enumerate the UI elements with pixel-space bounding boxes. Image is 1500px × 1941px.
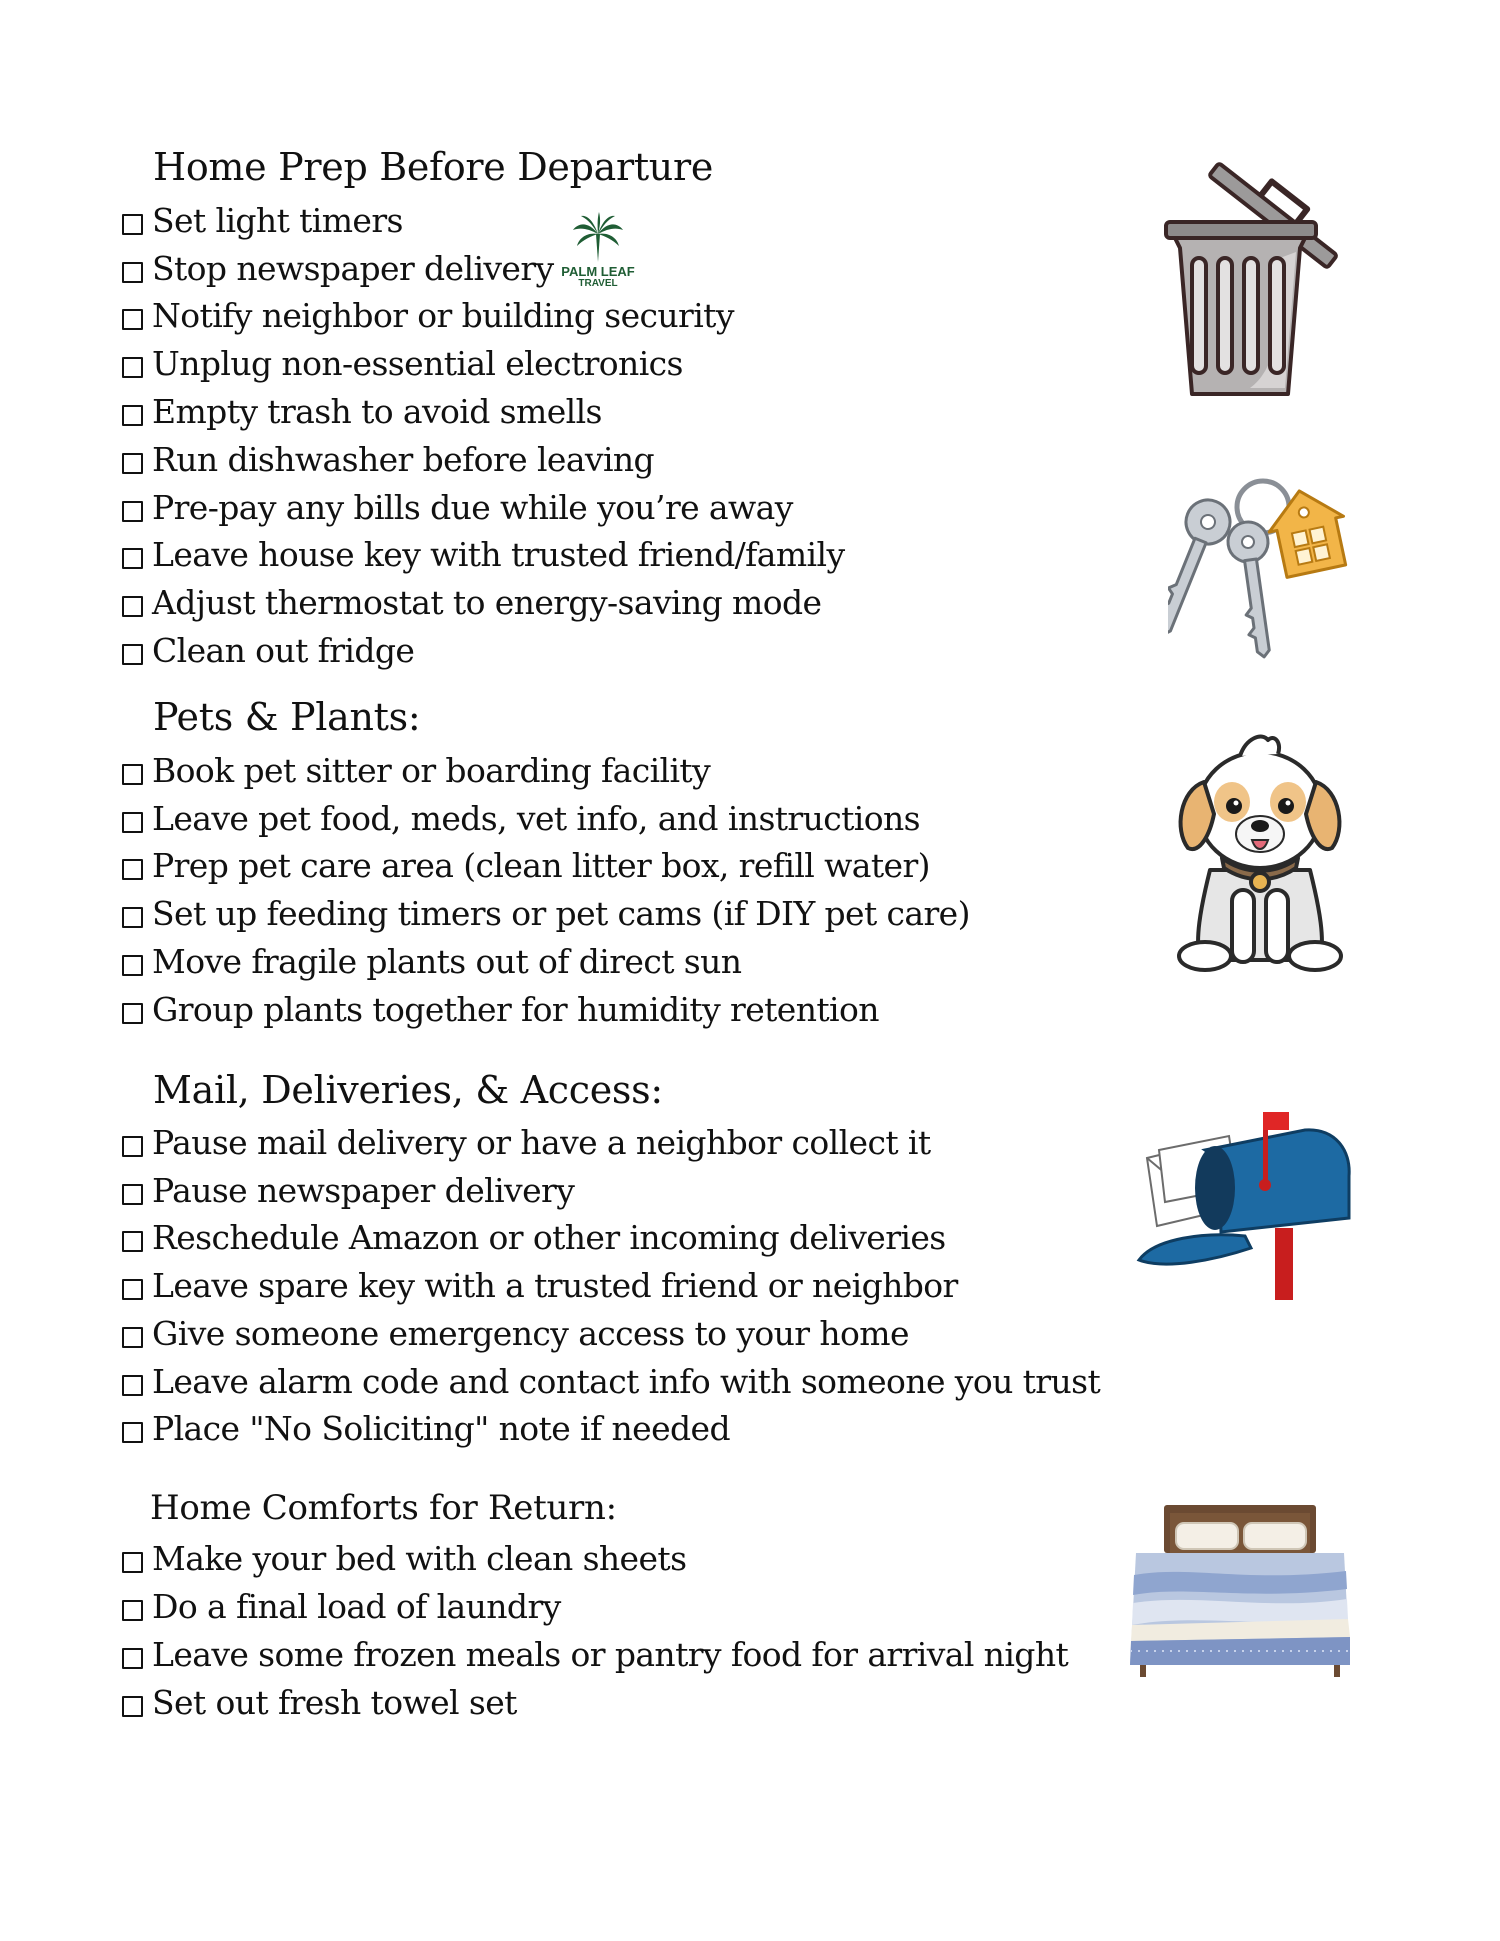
checkbox[interactable] xyxy=(122,214,143,235)
checkbox[interactable] xyxy=(122,405,143,426)
checklist-item[interactable] xyxy=(122,248,554,288)
checklist-item[interactable] xyxy=(122,1538,686,1578)
item-label: Set out fresh towel set xyxy=(152,1682,517,1722)
logo-name: PALM LEAF xyxy=(561,264,635,279)
checkbox[interactable] xyxy=(122,1552,143,1573)
item-label: Group plants together for humidity retention xyxy=(152,989,879,1029)
checklist-item[interactable] xyxy=(122,1408,730,1448)
checkbox[interactable] xyxy=(122,1279,143,1300)
item-label: Give someone emergency access to your home xyxy=(152,1313,909,1353)
checklist-item[interactable] xyxy=(122,845,930,885)
checklist-item[interactable] xyxy=(122,941,741,981)
item-label: Notify neighbor or building security xyxy=(152,295,734,335)
item-label: Book pet sitter or boarding facility xyxy=(152,750,711,790)
logo-tag: TRAVEL xyxy=(578,278,618,289)
section-title-home-prep: Home Prep Before Departure xyxy=(153,145,714,189)
checklist-item[interactable] xyxy=(122,439,654,479)
item-label: Leave house key with trusted friend/family xyxy=(152,534,845,574)
checkbox[interactable] xyxy=(122,453,143,474)
item-label: Adjust thermostat to energy-saving mode xyxy=(152,582,822,622)
checklist-item[interactable] xyxy=(122,1170,574,1210)
item-label: Leave some frozen meals or pantry food for arrival night xyxy=(152,1634,1069,1674)
checkbox[interactable] xyxy=(122,262,143,283)
palm-tree-icon xyxy=(553,212,643,264)
checkbox[interactable] xyxy=(122,1422,143,1443)
checklist-item[interactable] xyxy=(122,1634,1068,1674)
item-label: Leave spare key with a trusted friend or neighbor xyxy=(152,1265,958,1305)
checklist-item[interactable] xyxy=(122,750,710,790)
section-title-pets-plants: Pets & Plants: xyxy=(153,695,421,739)
checklist-item[interactable] xyxy=(122,391,602,431)
checkbox[interactable] xyxy=(122,907,143,928)
checkbox[interactable] xyxy=(122,596,143,617)
checklist-item[interactable] xyxy=(122,1122,931,1162)
checkbox[interactable] xyxy=(122,1696,143,1717)
checklist-item[interactable] xyxy=(122,1265,958,1305)
checkbox[interactable] xyxy=(122,548,143,569)
checklist-item[interactable] xyxy=(122,630,414,670)
checklist-item[interactable] xyxy=(122,893,970,933)
item-label: Run dishwasher before leaving xyxy=(152,439,655,479)
checkbox[interactable] xyxy=(122,859,143,880)
item-label: Leave pet food, meds, vet info, and instructions xyxy=(152,798,921,838)
item-label: Make your bed with clean sheets xyxy=(152,1538,687,1578)
checkbox[interactable] xyxy=(122,1003,143,1024)
item-label: Move fragile plants out of direct sun xyxy=(152,941,742,981)
checkbox[interactable] xyxy=(122,1375,143,1396)
checklist-item[interactable] xyxy=(122,798,920,838)
item-label: Leave alarm code and contact info with someone you trust xyxy=(152,1361,1101,1401)
checklist-item[interactable] xyxy=(122,1682,517,1722)
house-keys-icon xyxy=(1168,462,1348,672)
checkbox[interactable] xyxy=(122,644,143,665)
item-label: Pre-pay any bills due while you’re away xyxy=(152,487,793,527)
palm-leaf-travel-logo xyxy=(553,212,643,288)
item-label: Clean out fridge xyxy=(152,630,415,670)
checklist-item[interactable] xyxy=(122,1217,946,1257)
item-label: Pause newspaper delivery xyxy=(152,1170,575,1210)
item-label: Pause mail delivery or have a neighbor collect it xyxy=(152,1122,931,1162)
checkbox[interactable] xyxy=(122,1648,143,1669)
bed-icon xyxy=(1128,1505,1353,1683)
checkbox[interactable] xyxy=(122,1231,143,1252)
checklist-item[interactable] xyxy=(122,1586,561,1626)
item-label: Prep pet care area (clean litter box, refill water) xyxy=(152,845,930,885)
checkbox[interactable] xyxy=(122,764,143,785)
mailbox-icon xyxy=(1135,1110,1355,1302)
item-label: Reschedule Amazon or other incoming deliveries xyxy=(152,1217,946,1257)
checklist-item[interactable] xyxy=(122,295,734,335)
checklist-item[interactable] xyxy=(122,582,821,622)
checkbox[interactable] xyxy=(122,1136,143,1157)
puppy-icon xyxy=(1170,730,1350,975)
section-title-home-comforts: Home Comforts for Return: xyxy=(150,1488,617,1528)
item-label: Stop newspaper delivery xyxy=(152,248,554,288)
checkbox[interactable] xyxy=(122,501,143,522)
item-label: Empty trash to avoid smells xyxy=(152,391,602,431)
checklist-item[interactable] xyxy=(122,989,879,1029)
checkbox[interactable] xyxy=(122,309,143,330)
checklist-item[interactable] xyxy=(122,343,683,383)
trash-can-icon xyxy=(1160,148,1350,400)
item-label: Set up feeding timers or pet cams (if DIY pet care) xyxy=(152,893,970,933)
checkbox[interactable] xyxy=(122,812,143,833)
checklist-item[interactable] xyxy=(122,534,845,574)
checklist-item[interactable] xyxy=(122,487,793,527)
checkbox[interactable] xyxy=(122,357,143,378)
checkbox[interactable] xyxy=(122,1327,143,1348)
checklist-item[interactable] xyxy=(122,1361,1100,1401)
item-label: Do a final load of laundry xyxy=(152,1586,561,1626)
checkbox[interactable] xyxy=(122,1184,143,1205)
checklist-item[interactable] xyxy=(122,1313,909,1353)
item-label: Set light timers xyxy=(152,200,403,240)
item-label: Place "No Soliciting" note if needed xyxy=(152,1408,730,1448)
checkbox[interactable] xyxy=(122,955,143,976)
section-title-mail-deliveries: Mail, Deliveries, & Access: xyxy=(153,1068,663,1112)
checklist-item[interactable] xyxy=(122,200,403,240)
checkbox[interactable] xyxy=(122,1600,143,1621)
item-label: Unplug non-essential electronics xyxy=(152,343,683,383)
